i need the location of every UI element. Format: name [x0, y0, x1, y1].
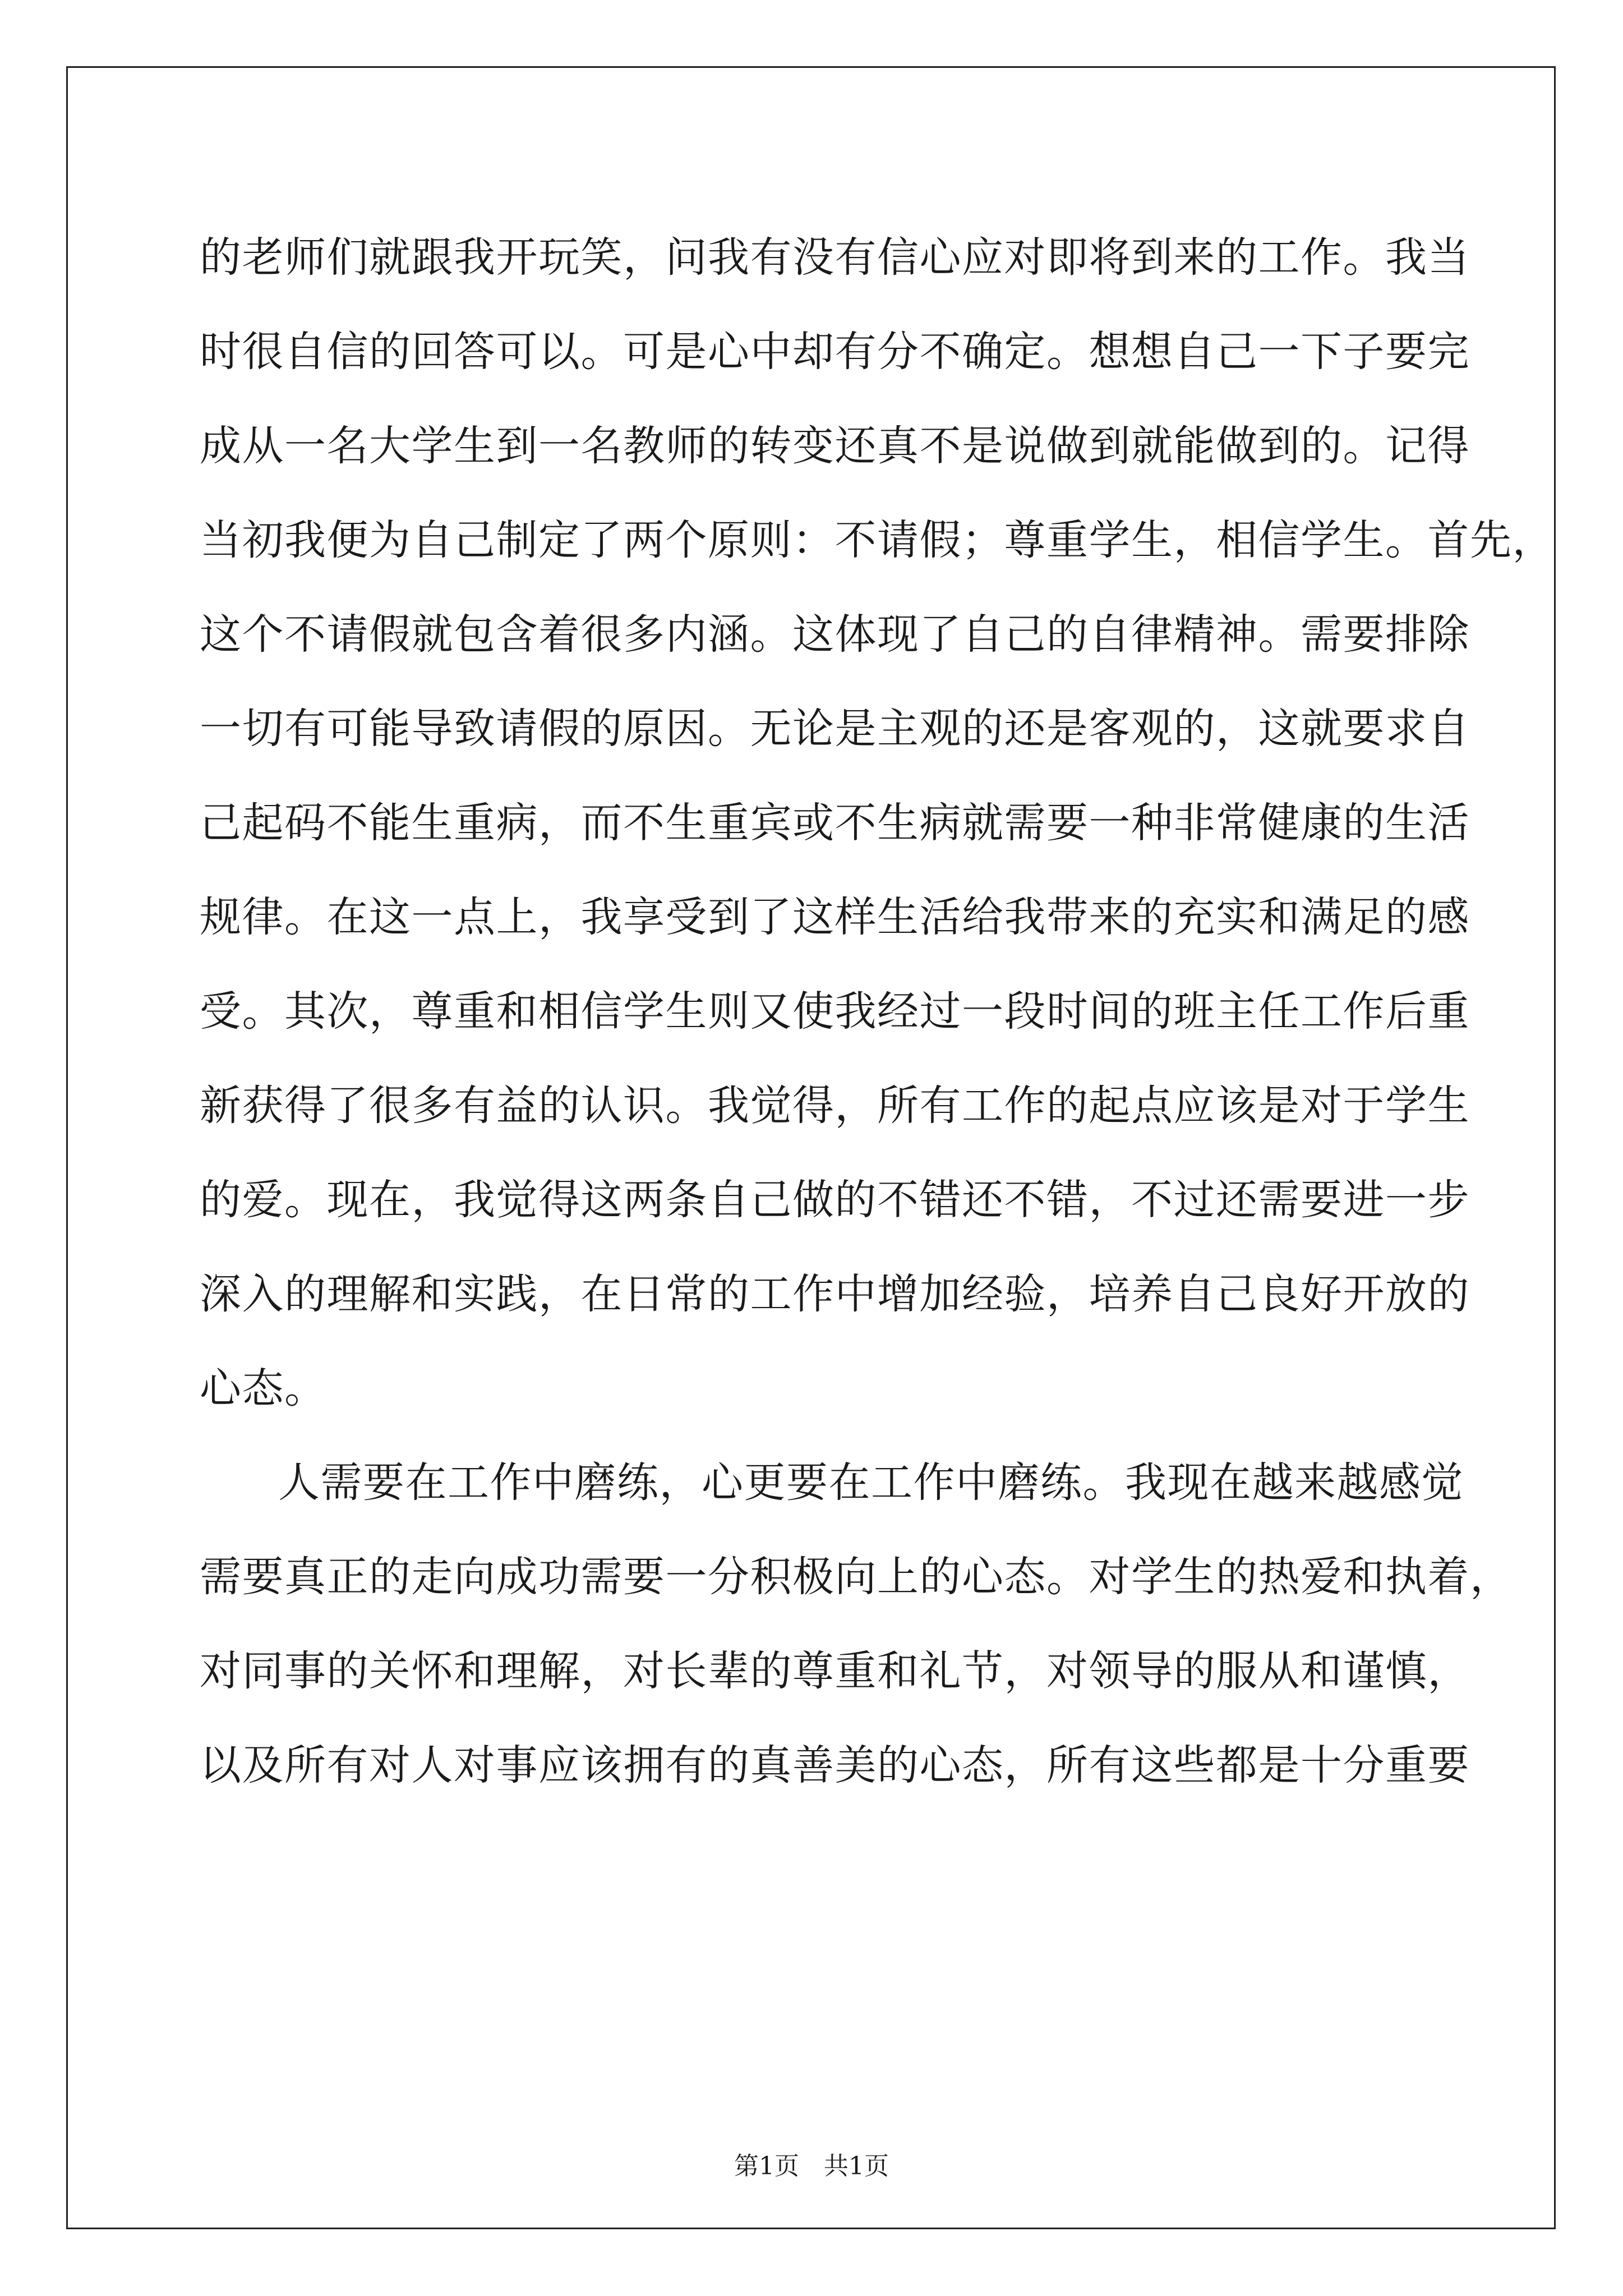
- paragraph-2-line-4: 以及所有对人对事应该拥有的真善美的心态，所有这些都是十分重要: [200, 1741, 1470, 1789]
- paragraph-2-line-3: 对同事的关怀和理解，对长辈的尊重和礼节，对领导的服从和谨慎，: [200, 1647, 1470, 1695]
- paragraph-1-line-8: 规律。在这一点上，我享受到了这样生活给我带来的充实和满足的感: [200, 893, 1470, 941]
- paragraph-1-line-3: 成从一名大学生到一名教师的转变还真不是说做到就能做到的。记得: [200, 422, 1470, 470]
- paragraph-1-line-12: 深入的理解和实践，在日常的工作中增加经验，培养自己良好开放的: [200, 1270, 1470, 1318]
- paragraph-1-line-4: 当初我便为自己制定了两个原则：不请假；尊重学生，相信学生。首先，: [200, 516, 1555, 564]
- paragraph-1-line-6: 一切有可能导致请假的原因。无论是主观的还是客观的，这就要求自: [200, 705, 1470, 753]
- paragraph-1-line-1: 的老师们就跟我开玩笑，问我有没有信心应对即将到来的工作。我当: [200, 233, 1470, 282]
- paragraph-1-line-2: 时很自信的回答可以。可是心中却有分不确定。想想自己一下子要完: [200, 328, 1470, 376]
- paragraph-1-line-11: 的爱。现在，我觉得这两条自己做的不错还不错，不过还需要进一步: [200, 1176, 1470, 1224]
- paragraph-1-line-5: 这个不请假就包含着很多内涵。这体现了自己的自律精神。需要排除: [200, 610, 1470, 659]
- paragraph-1-line-10: 新获得了很多有益的认识。我觉得，所有工作的起点应该是对于学生: [200, 1082, 1470, 1130]
- paragraph-1-line-7: 己起码不能生重病，而不生重宾或不生病就需要一种非常健康的生活: [200, 799, 1470, 847]
- page-number-footer: 第1页 共1页: [734, 2152, 889, 2180]
- document-body: [200, 210, 1555, 1812]
- paragraph-1-line-13: 心态。: [200, 1364, 327, 1412]
- paragraph-2-line-2: 需要真正的走向成功需要一分积极向上的心态。对学生的热爱和执着，: [200, 1553, 1513, 1601]
- paragraph-1-line-9: 受。其次，尊重和相信学生则又使我经过一段时间的班主任工作后重: [200, 987, 1470, 1036]
- paragraph-2-line-1: 人需要在工作中磨练，心更要在工作中磨练。我现在越来越感觉: [278, 1458, 1464, 1507]
